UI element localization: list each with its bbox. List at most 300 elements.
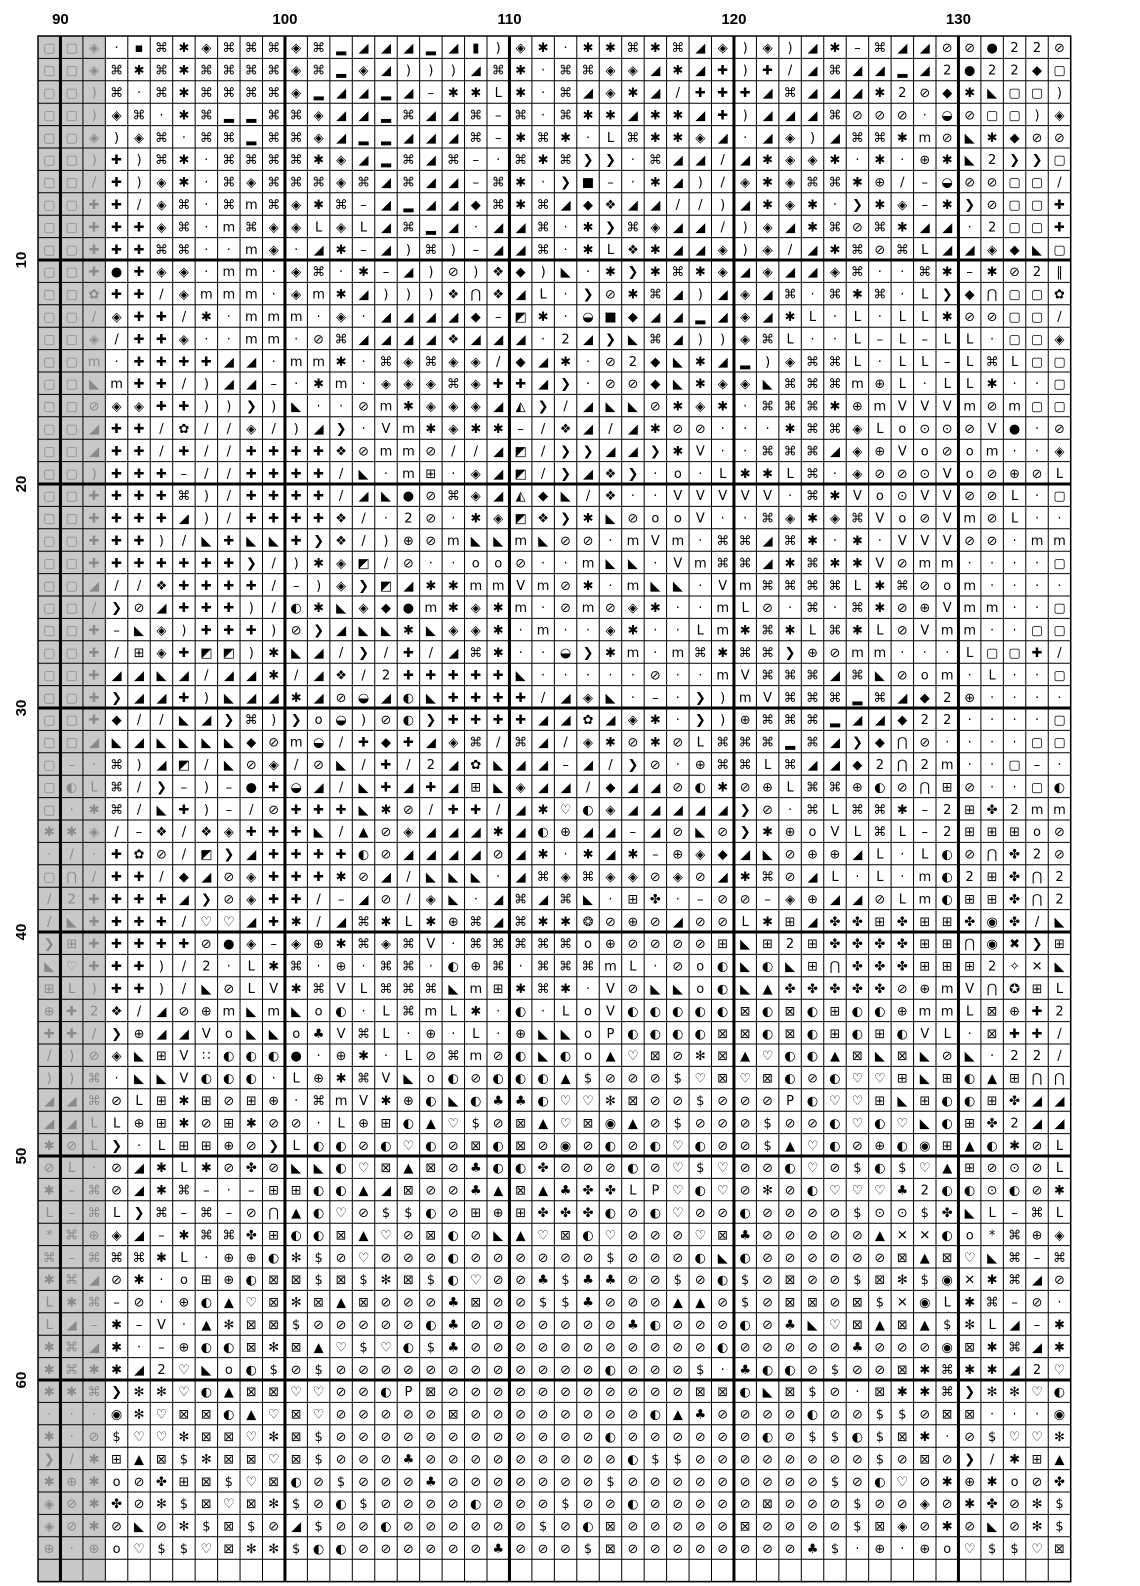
row-label: 40	[13, 923, 30, 941]
chart-symbol: ✚	[447, 668, 459, 684]
chart-symbol: ⊘	[560, 1542, 572, 1557]
chart-symbol: ❂	[582, 914, 594, 930]
chart-symbol: ◣	[650, 982, 661, 997]
chart-symbol: ✤	[986, 802, 998, 818]
chart-symbol: ◢	[515, 242, 526, 258]
chart-symbol: ⊘	[717, 1116, 729, 1132]
chart-symbol: ✚	[178, 802, 190, 818]
chart-symbol: ◐	[851, 1026, 864, 1042]
chart-symbol: 2	[381, 668, 391, 684]
chart-symbol: 2	[1010, 1116, 1019, 1132]
chart-symbol: ✻	[200, 1452, 212, 1468]
chart-symbol: ✱	[43, 825, 55, 841]
chart-symbol: ◆	[852, 758, 863, 773]
chart-symbol: ◢	[762, 287, 773, 303]
chart-symbol: ♡	[671, 1138, 684, 1154]
chart-symbol: ⌘	[401, 982, 415, 997]
chart-symbol: ◣	[358, 780, 369, 796]
chart-symbol: ⊘	[896, 668, 908, 684]
chart-symbol: $	[920, 1206, 929, 1221]
chart-symbol: ❯	[694, 690, 706, 706]
chart-symbol: ◐	[717, 959, 729, 975]
chart-symbol: ✤	[896, 914, 908, 930]
chart-symbol: L	[898, 892, 906, 908]
chart-symbol: ·	[181, 130, 186, 146]
chart-symbol: ✚	[290, 534, 302, 549]
chart-symbol: ✱	[627, 287, 639, 303]
chart-symbol: ⌘	[806, 354, 820, 370]
chart-symbol: ✿	[470, 758, 482, 773]
chart-symbol: ⊘	[268, 735, 280, 751]
chart-symbol: ◆	[1009, 130, 1020, 146]
chart-symbol: /	[338, 780, 344, 796]
chart-symbol: ♡	[222, 1497, 235, 1513]
chart-symbol: ◈	[785, 354, 796, 370]
chart-symbol: ⊕	[739, 713, 751, 729]
chart-symbol: /	[1034, 914, 1040, 930]
chart-symbol: ⊠	[582, 1116, 594, 1132]
chart-symbol: ⊘	[762, 1452, 774, 1468]
chart-symbol: ⊘	[470, 1385, 482, 1401]
chart-symbol: ·	[226, 959, 231, 975]
chart-symbol: ◢	[605, 847, 616, 863]
chart-symbol: ♡	[469, 1273, 482, 1289]
chart-symbol: ✱	[537, 802, 549, 818]
chart-symbol: ✱	[425, 578, 437, 594]
chart-symbol: ◈	[762, 220, 773, 236]
chart-symbol: ✱	[896, 802, 908, 818]
chart-symbol: ⊘	[739, 1474, 751, 1490]
chart-symbol: ✱	[335, 1071, 347, 1087]
chart-symbol: ·	[832, 198, 838, 213]
chart-symbol: ◩	[514, 511, 527, 527]
chart-symbol: ⊘	[717, 1206, 729, 1221]
chart-symbol: ✚	[111, 937, 123, 953]
chart-symbol: ⊞	[964, 892, 976, 908]
chart-symbol: ◢	[807, 242, 818, 258]
chart-symbol: ⊘	[582, 534, 594, 549]
chart-symbol: P	[404, 1385, 413, 1401]
chart-symbol: ◢	[583, 466, 594, 482]
chart-symbol: ▢	[43, 646, 56, 661]
chart-symbol: ·	[698, 534, 703, 549]
chart-symbol: /	[338, 466, 344, 482]
chart-symbol: ◣	[134, 1519, 145, 1535]
chart-symbol: ◢	[627, 422, 638, 437]
chart-symbol: –	[270, 377, 277, 393]
chart-symbol: ◐	[402, 1116, 415, 1132]
chart-symbol: ✱	[649, 108, 661, 124]
chart-symbol: ‖	[1056, 265, 1063, 281]
chart-symbol: ✚	[133, 332, 145, 348]
chart-symbol: ⊠	[627, 1094, 639, 1109]
chart-symbol: ◢	[403, 578, 414, 594]
chart-symbol: ▢	[65, 690, 78, 706]
chart-symbol: )	[158, 534, 165, 549]
chart-symbol: ✚	[268, 914, 280, 930]
chart-symbol: ▢	[43, 578, 56, 594]
chart-symbol: ✱	[582, 578, 594, 594]
chart-symbol: ◢	[89, 1340, 100, 1356]
chart-symbol: ⌘	[648, 332, 662, 348]
chart-symbol: m	[222, 287, 236, 303]
chart-symbol: ✚	[1054, 220, 1065, 236]
chart-symbol: ·	[1012, 735, 1017, 751]
chart-symbol: ·	[563, 41, 568, 57]
chart-symbol: ⌘	[267, 108, 281, 124]
chart-symbol: L	[966, 377, 974, 393]
chart-symbol: ◢	[44, 1116, 55, 1132]
chart-symbol: ⊠	[223, 1542, 235, 1557]
chart-symbol: ◢	[336, 130, 347, 146]
chart-symbol: ✱	[425, 422, 437, 437]
chart-symbol: ◈	[740, 175, 751, 191]
chart-symbol: ✱	[717, 646, 729, 661]
chart-symbol: ◆	[538, 489, 549, 505]
chart-symbol: ⊘	[807, 1474, 818, 1490]
chart-symbol: ⊘	[672, 780, 684, 796]
chart-symbol: ⌘	[401, 937, 415, 953]
chart-symbol: ◐	[851, 1004, 864, 1020]
chart-symbol: ✱	[829, 489, 841, 505]
chart-symbol: ✱	[1009, 1138, 1021, 1154]
chart-symbol: ⊘	[851, 1474, 863, 1490]
chart-symbol: ✚	[156, 937, 167, 953]
chart-symbol: ◣	[919, 1049, 930, 1065]
chart-symbol: ⌘	[87, 1206, 101, 1221]
chart-symbol: 2	[1010, 63, 1019, 79]
chart-symbol: ✚	[200, 623, 212, 639]
chart-symbol: ◢	[313, 242, 324, 258]
chart-symbol: /	[181, 534, 187, 549]
chart-symbol: ◈	[268, 758, 279, 773]
chart-symbol: ·	[204, 265, 209, 281]
chart-symbol: ❯	[605, 220, 616, 236]
chart-symbol: –	[629, 825, 637, 841]
chart-symbol: ·	[1034, 713, 1040, 729]
chart-symbol: ◢	[672, 242, 683, 258]
chart-symbol: )	[697, 175, 703, 191]
chart-symbol: ◢	[672, 175, 683, 191]
chart-symbol: ▲	[605, 1049, 616, 1065]
chart-symbol: ⊠	[290, 1340, 302, 1356]
chart-symbol: ✚	[290, 802, 302, 818]
chart-symbol: ▢	[43, 758, 56, 773]
chart-symbol: ✚	[762, 63, 774, 79]
chart-symbol: L	[247, 959, 255, 975]
chart-symbol: ◢	[156, 601, 167, 617]
chart-symbol: ⊘	[515, 1430, 527, 1445]
chart-symbol: ◈	[560, 870, 571, 885]
chart-symbol: ⊘	[313, 332, 325, 348]
chart-symbol: ✚	[111, 982, 123, 997]
chart-symbol: $	[157, 1542, 166, 1557]
chart-symbol: ⌘	[469, 937, 483, 953]
chart-symbol: ⊘	[470, 1340, 482, 1356]
chart-symbol: 2	[943, 802, 952, 818]
chart-symbol: ❖	[627, 242, 639, 258]
chart-symbol: ⊘	[694, 1542, 706, 1557]
chart-symbol: m	[716, 623, 730, 639]
chart-symbol: ✤	[851, 959, 863, 975]
chart-symbol: ◐	[694, 1138, 706, 1154]
chart-symbol: ⊕	[874, 1138, 886, 1154]
chart-symbol: ◈	[336, 556, 347, 572]
chart-symbol: ♣	[627, 1318, 639, 1333]
chart-symbol: ⊘	[447, 1452, 459, 1468]
chart-symbol: ♣	[469, 1161, 482, 1177]
chart-symbol: ◢	[717, 802, 728, 818]
chart-symbol: L	[292, 1071, 300, 1087]
chart-symbol: ◣	[583, 892, 594, 908]
chart-symbol: ✤	[537, 1206, 549, 1221]
chart-symbol: ◒	[559, 646, 572, 661]
chart-symbol: ▢	[65, 623, 78, 639]
chart-symbol: ◢	[425, 130, 436, 146]
chart-symbol: ✱	[43, 1430, 55, 1445]
chart-symbol: ✱	[941, 310, 953, 325]
chart-symbol: ◉	[919, 1295, 931, 1311]
chart-symbol: ⊘	[649, 1519, 661, 1535]
chart-symbol: ◢	[762, 310, 773, 325]
chart-symbol: ·	[967, 758, 972, 773]
chart-symbol: ◈	[470, 489, 481, 505]
chart-symbol: ⊘	[762, 1250, 774, 1266]
chart-symbol: ⊘	[896, 601, 908, 617]
chart-symbol: ⊕	[874, 175, 886, 191]
chart-symbol: ⊘	[358, 1542, 369, 1557]
chart-symbol: ⋂	[66, 870, 78, 885]
minor-grid-lines	[38, 36, 1071, 1582]
chart-symbol: ◢	[807, 41, 818, 57]
chart-symbol: ·	[69, 1430, 74, 1445]
chart-symbol: ⊘	[874, 1250, 886, 1266]
chart-symbol: ▢	[43, 735, 56, 751]
chart-symbol: ·	[832, 601, 838, 617]
chart-symbol: ✱	[492, 825, 504, 841]
chart-symbol: ♡	[1053, 1362, 1066, 1378]
chart-symbol: ✚	[313, 444, 325, 460]
chart-symbol: $	[1055, 1519, 1064, 1535]
chart-symbol: $	[359, 1497, 368, 1513]
chart-symbol: ✱	[964, 1362, 976, 1378]
chart-symbol: )	[136, 153, 142, 169]
chart-symbol: ⊘	[492, 1385, 504, 1401]
chart-symbol: ⊘	[986, 466, 998, 482]
chart-symbol: ✱	[515, 63, 527, 79]
chart-symbol: ▢	[43, 265, 56, 281]
chart-symbol: ⊞	[1031, 1452, 1043, 1468]
chart-symbol: ✱	[851, 556, 863, 572]
chart-symbol: ⊕	[874, 377, 886, 393]
chart-symbol: ✚	[88, 198, 100, 213]
chart-symbol: $	[314, 1519, 323, 1535]
chart-symbol: ✚	[223, 578, 235, 594]
chart-symbol: ◐	[604, 1430, 617, 1445]
chart-symbol: ✱	[43, 1385, 55, 1401]
chart-symbol: ✱	[111, 1318, 123, 1333]
chart-symbol: m	[536, 623, 550, 639]
chart-symbol: ▲	[964, 1138, 975, 1154]
chart-symbol: ◆	[605, 780, 616, 796]
chart-symbol: ✤	[851, 982, 863, 997]
chart-symbol: L	[404, 914, 413, 930]
chart-symbol: ▲	[740, 1049, 751, 1065]
chart-symbol: ◐	[694, 1250, 706, 1266]
chart-symbol: ✚	[313, 489, 325, 505]
chart-symbol: ⊞	[919, 914, 931, 930]
chart-symbol: ✱	[874, 578, 886, 594]
chart-symbol: $	[741, 1295, 750, 1311]
chart-symbol: V	[965, 982, 975, 997]
chart-symbol: ◈	[515, 41, 526, 57]
chart-symbol: ❯	[223, 847, 235, 863]
chart-symbol: m	[918, 556, 932, 572]
chart-symbol: ◈	[470, 354, 481, 370]
chart-symbol: ⊘	[402, 1474, 414, 1490]
chart-symbol: ·	[204, 1250, 209, 1266]
chart-symbol: ⌘	[379, 354, 393, 370]
chart-symbol: ⊘	[380, 892, 392, 908]
chart-symbol: ⌘	[536, 959, 550, 975]
chart-symbol: ⊕	[43, 1004, 55, 1020]
row-label: 30	[13, 699, 30, 717]
chart-symbol: )	[136, 175, 142, 191]
chart-symbol: ◈	[470, 466, 481, 482]
chart-symbol: ✻	[268, 1340, 280, 1356]
chart-symbol: ◈	[291, 287, 302, 303]
chart-symbol: $	[853, 1519, 862, 1535]
chart-symbol: 2	[1055, 892, 1064, 908]
chart-symbol: ✱	[178, 86, 190, 101]
chart-symbol: ◣	[605, 399, 616, 415]
chart-symbol: ❯	[111, 1026, 123, 1042]
chart-symbol: ◐	[335, 1138, 347, 1154]
chart-symbol: ◈	[627, 870, 638, 885]
chart-symbol: /	[181, 847, 187, 863]
chart-symbol: V	[942, 511, 952, 527]
chart-symbol: ◣	[403, 1071, 414, 1087]
chart-symbol: ♣	[559, 1183, 572, 1199]
chart-symbol: ◒	[290, 780, 302, 796]
chart-symbol: ⊘	[672, 735, 684, 751]
chart-symbol: L	[112, 1116, 121, 1132]
chart-symbol: ◢	[246, 668, 257, 684]
chart-symbol: )	[158, 959, 165, 975]
chart-symbol: ·	[653, 466, 658, 482]
chart-symbol: ◢	[134, 1228, 145, 1244]
chart-symbol: $	[673, 1273, 682, 1289]
chart-symbol: ◈	[156, 646, 167, 661]
chart-symbol: ●	[245, 780, 257, 796]
chart-symbol: 2	[920, 758, 929, 773]
chart-symbol: ⊘	[537, 1497, 549, 1513]
chart-symbol: ◈	[111, 310, 122, 325]
chart-symbol: ✱	[425, 914, 437, 930]
chart-symbol: ·	[563, 847, 568, 863]
chart-symbol: ◢	[156, 1026, 167, 1042]
chart-symbol: ✚	[245, 511, 257, 527]
chart-symbol: ⊘	[896, 1497, 908, 1513]
chart-symbol: ·	[788, 489, 793, 505]
chart-symbol: L	[247, 982, 255, 997]
chart-symbol: ▢	[65, 511, 78, 527]
chart-symbol: ·	[675, 758, 680, 773]
chart-symbol: ⊕	[178, 1295, 190, 1311]
chart-symbol: ◢	[223, 668, 234, 684]
chart-symbol: ◣	[987, 1519, 998, 1535]
chart-symbol: ⊞	[515, 1206, 527, 1221]
chart-symbol: ❯	[425, 713, 437, 729]
chart-symbol: ✤	[1009, 914, 1021, 930]
chart-symbol: )	[91, 466, 97, 482]
chart-symbol: )	[765, 354, 771, 370]
chart-symbol: ✱	[851, 534, 863, 549]
chart-symbol: ♡	[335, 1206, 347, 1221]
chart-symbol: ⊘	[335, 1519, 347, 1535]
chart-symbol: ◢	[493, 892, 504, 908]
chart-symbol: ◢	[178, 892, 189, 908]
chart-symbol: ·	[451, 511, 456, 527]
chart-symbol: ✚	[223, 534, 235, 549]
chart-symbol: ◢	[448, 310, 459, 325]
chart-symbol: ⊞	[941, 959, 953, 975]
chart-symbol: ✚	[290, 870, 302, 885]
chart-symbol: ⊘	[537, 1474, 549, 1490]
chart-symbol: ◣	[313, 1161, 324, 1177]
chart-symbol: ⊘	[694, 937, 706, 953]
chart-symbol: m	[514, 601, 528, 617]
chart-symbol: L	[180, 1250, 188, 1266]
chart-symbol: ⊠	[268, 1474, 280, 1490]
chart-symbol: V	[942, 466, 952, 482]
chart-symbol: ⊘	[605, 914, 616, 930]
chart-symbol: ◢	[403, 41, 414, 57]
chart-symbol: ·	[608, 892, 613, 908]
chart-symbol: ✱	[178, 153, 190, 169]
chart-symbol: ◣	[605, 556, 616, 572]
chart-symbol: ▂	[223, 108, 234, 124]
chart-symbol: ◢	[134, 1362, 145, 1378]
chart-symbol: ♣	[784, 1318, 796, 1333]
chart-symbol: ◐	[604, 1138, 617, 1154]
chart-symbol: ♡	[65, 959, 78, 975]
chart-symbol: ·	[720, 444, 725, 460]
chart-symbol: ▲	[291, 1206, 302, 1221]
chart-symbol: ⊘	[402, 1407, 414, 1423]
chart-symbol: ◐	[245, 1049, 257, 1065]
chart-symbol: V	[920, 399, 930, 415]
chart-symbol: ⌘	[514, 892, 528, 908]
chart-symbol: ▢	[1053, 354, 1066, 370]
chart-symbol: ◐	[761, 1004, 774, 1020]
chart-symbol: ⊠	[335, 1273, 347, 1289]
chart-symbol: )	[697, 287, 703, 303]
chart-symbol: ✚	[133, 422, 145, 437]
chart-symbol: ◣	[987, 86, 998, 101]
chart-symbol: m	[1030, 534, 1044, 549]
chart-symbol: ✤	[649, 892, 661, 908]
chart-symbol: ◐	[200, 1340, 213, 1356]
chart-symbol: L	[1010, 354, 1019, 370]
chart-symbol: V	[606, 1004, 615, 1020]
chart-symbol: ⊘	[919, 1519, 931, 1535]
chart-symbol: ⊘	[896, 780, 908, 796]
chart-symbol: ◈	[829, 511, 840, 527]
chart-symbol: ⊘	[560, 1340, 572, 1356]
chart-symbol: ⊘	[851, 1228, 863, 1244]
chart-symbol: ◢	[1032, 1273, 1043, 1289]
